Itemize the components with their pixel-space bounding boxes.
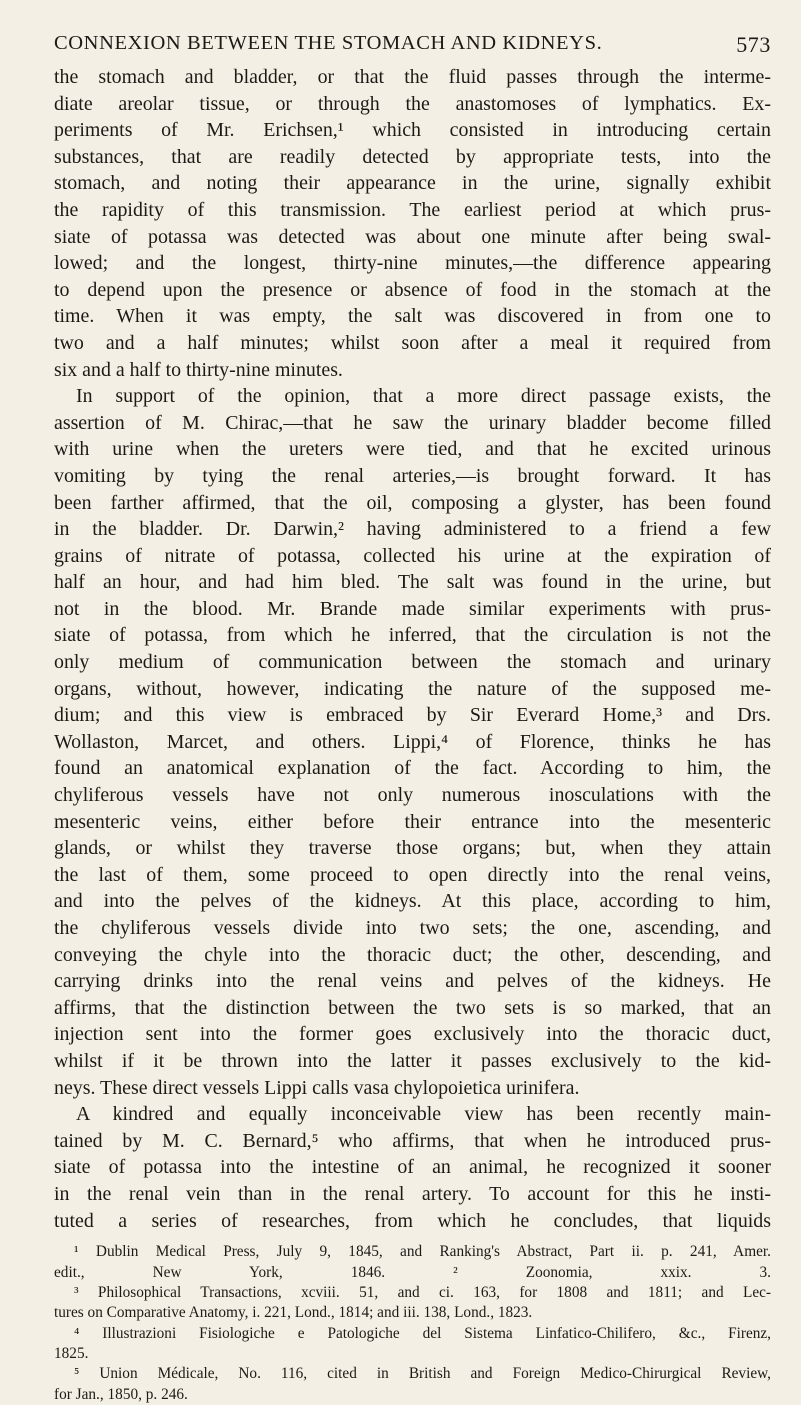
text-line: in the bladder. Dr. Darwin,² having administered to a friend a few xyxy=(54,518,771,541)
text-line: the last of them, some proceed to open directly into the renal veins, xyxy=(54,863,771,886)
text-line: A kindred and equally inconceivable view has been recently main- xyxy=(76,1103,771,1126)
footnotes xyxy=(54,1242,771,1405)
page-number: 573 xyxy=(736,32,771,57)
text-line: two and a half minutes; whilst soon after a meal it required from xyxy=(54,331,771,354)
text-line: siate of potassa into the intestine of an animal, he recognized it sooner xyxy=(54,1156,771,1179)
text-line: only medium of communication between the stomach and urinary xyxy=(54,651,771,674)
text-line: the chyliferous vessels divide into two sets; the one, ascending, and xyxy=(54,917,771,939)
text-line: organs, without, however, indicating the nature of the supposed me- xyxy=(54,677,771,700)
text-line: found an anatomical explanation of the fact. According to him, the xyxy=(54,757,771,780)
text-line: half an hour, and had him bled. The salt was found in the urine, but xyxy=(54,571,771,594)
text-line: and into the pelves of the kidneys. At this place, according to him, xyxy=(54,890,771,913)
text-line: the stomach and bladder, or that the fluid passes through the interme- xyxy=(54,66,771,88)
text-line: substances, that are readily detected by appropriate tests, into the xyxy=(54,145,771,168)
text-line: chyliferous vessels have not only numerous inosculations with the xyxy=(54,784,771,807)
text-line: lowed; and the longest, thirty-nine minutes,—the difference appearing xyxy=(54,252,771,275)
body-text xyxy=(54,64,771,1234)
text-line: tained by M. C. Bernard,⁵ who affirms, that when he introduced prus- xyxy=(54,1129,771,1152)
text-line: affirms, that the distinction between the two sets is so marked, that an xyxy=(54,996,771,1019)
text-line: assertion of M. Chirac,—that he saw the urinary bladder become filled xyxy=(54,411,771,434)
text-line: periments of Mr. Erichsen,¹ which consisted in introducing certain xyxy=(54,119,771,142)
text-line: time. When it was empty, the salt was discovered in from one to xyxy=(54,305,771,328)
text-line: in the renal vein than in the renal artery. To account for this he insti- xyxy=(54,1182,771,1205)
text-line: siate of potassa was detected was about one minute after being swal- xyxy=(54,225,771,248)
text-line: stomach, and noting their appearance in the urine, signally exhibit xyxy=(54,172,771,195)
text-line: not in the blood. Mr. Brande made similar experiments with prus- xyxy=(54,597,771,620)
footnote-line: 1825. xyxy=(54,1345,89,1363)
text-line: to depend upon the presence or absence of food in the stomach at the xyxy=(54,278,771,301)
footnote-line: ⁴ Illustrazioni Fisiologiche e Patologiche del Sistema Linfatico-Chilifero, &c., Firenz, xyxy=(74,1324,771,1342)
text-line: neys. These direct vessels Lippi calls vasa chylopoietica urinifera. xyxy=(54,1076,580,1099)
text-line: six and a half to thirty-nine minutes. xyxy=(54,358,343,381)
footnote-line: ³ Philosophical Transactions, xcviii. 51, and ci. 163, for 1808 and 1811; and Lec- xyxy=(74,1283,771,1301)
footnote-line: ¹ Dublin Medical Press, July 9, 1845, and Ranking's Abstract, Part ii. p. 241, Amer. xyxy=(74,1243,771,1261)
text-line: grains of nitrate of potassa, collected his urine at the expiration of xyxy=(54,544,771,567)
text-line: with urine when the ureters were tied, and that he excited urinous xyxy=(54,438,771,461)
text-line: dium; and this view is embraced by Sir Everard Home,³ and Drs. xyxy=(54,704,771,727)
text-line: glands, or whilst they traverse those organs; but, when they attain xyxy=(54,837,771,860)
running-header xyxy=(54,30,771,64)
text-line: mesenteric veins, either before their entrance into the mesenteric xyxy=(54,810,771,833)
text-line: tuted a series of researches, from which he concludes, that liquids xyxy=(54,1209,771,1232)
text-line: the rapidity of this transmission. The earliest period at which prus- xyxy=(54,198,771,221)
text-line: injection sent into the former goes exclusively into the thoracic duct, xyxy=(54,1023,771,1046)
footnote-line: tures on Comparative Anatomy, i. 221, Lond., 1814; and iii. 138, Lond., 1823. xyxy=(54,1304,533,1322)
running-title: CONNEXION BETWEEN THE STOMACH AND KIDNEYS. xyxy=(54,32,603,54)
text-line: conveying the chyle into the thoracic duct; the other, descending, and xyxy=(54,943,771,966)
text-line: been farther affirmed, that the oil, composing a glyster, has been found xyxy=(54,491,771,514)
text-line: Wollaston, Marcet, and others. Lippi,⁴ of Florence, thinks he has xyxy=(54,730,771,753)
text-line: vomiting by tying the renal arteries,—is brought forward. It has xyxy=(54,464,771,487)
text-line: In support of the opinion, that a more direct passage exists, the xyxy=(76,385,771,408)
footnote-line: ⁵ Union Médicale, No. 116, cited in British and Foreign Medico-Chirurgical Review, xyxy=(74,1365,771,1383)
text-line: whilst if it be thrown into the latter it passes exclusively to the kid- xyxy=(54,1049,771,1072)
footnote-line: for Jan., 1850, p. 246. xyxy=(54,1385,188,1403)
text-line: diate areolar tissue, or through the anastomoses of lymphatics. Ex- xyxy=(54,92,771,115)
footnote-line: edit., New York, 1846. ² Zoonomia, xxix. 3. xyxy=(54,1263,771,1281)
text-line: carrying drinks into the renal veins and pelves of the kidneys. He xyxy=(54,970,771,993)
text-line: siate of potassa, from which he inferred, that the circulation is not the xyxy=(54,624,771,647)
